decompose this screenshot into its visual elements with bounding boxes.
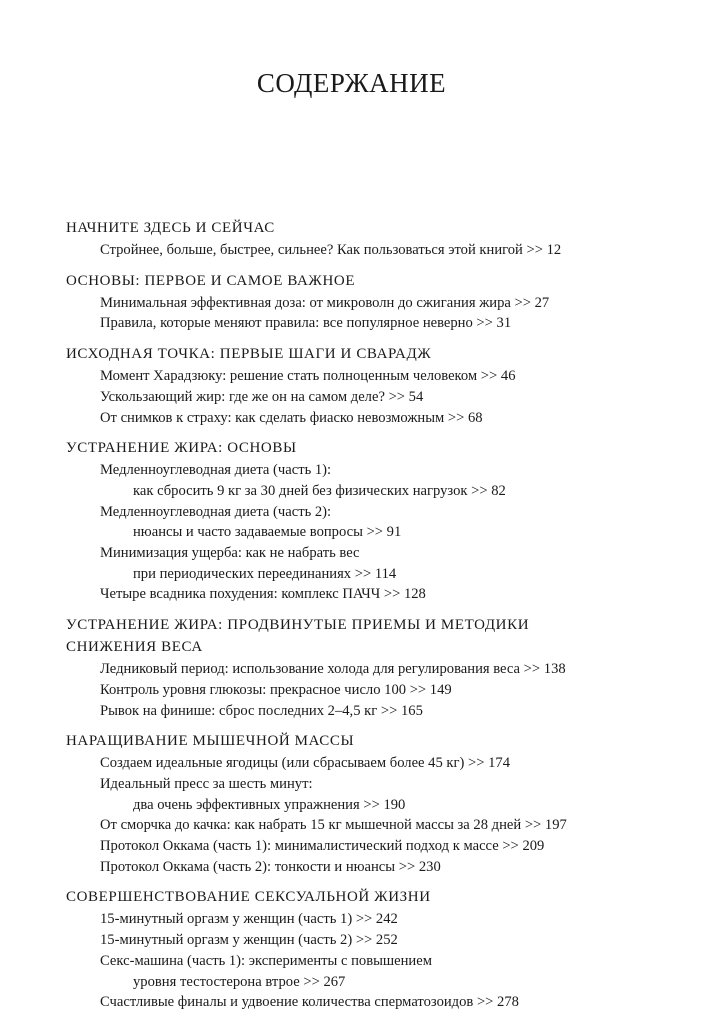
toc-entry: Медленноуглеводная диета (часть 2): (100, 503, 332, 520)
toc-entry: Ледниковый период: использование холода для регулирования веса >> 138 (100, 661, 566, 678)
toc-entry: Контроль уровня глюкозы: прекрасное число 100 >> 149 (100, 681, 452, 698)
toc-entry: Четыре всадника похудения: комплекс ПАЧЧ >> 128 (100, 586, 426, 603)
toc-entry: Правила, которые меняют правила: все популярное неверно >> 31 (100, 315, 512, 332)
toc-entry: Протокол Оккама (часть 2): тонкости и нюансы >> 230 (100, 858, 441, 875)
toc-section-starting-point (66, 344, 666, 428)
toc-entry: Создаем идеальные ягодицы (или сбрасываем более 45 кг) >> 174 (100, 755, 511, 772)
section-title: НАРАЩИВАНИЕ МЫШЕЧНОЙ МАССЫ (66, 733, 355, 750)
section-title: УСТРАНЕНИЕ ЖИРА: ОСНОВЫ (66, 440, 297, 457)
toc-section-fat-loss-basics (66, 438, 666, 605)
toc-entry-continuation: нюансы и часто задаваемые вопросы >> 91 (133, 524, 402, 541)
toc-section-fat-loss-advanced (66, 615, 666, 721)
toc-entry: Рывок на финише: сброс последних 2–4,5 кг >> 165 (100, 702, 423, 719)
toc-entry: Медленноуглеводная диета (часть 1): (100, 462, 332, 479)
toc-entry: Стройнее, больше, быстрее, сильнее? Как пользоваться этой книгой >> 12 (100, 242, 562, 258)
section-title: ИСХОДНАЯ ТОЧКА: ПЕРВЫЕ ШАГИ И СВАРАДЖ (66, 346, 432, 363)
toc-entry: Ускользающий жир: где же он на самом деле? >> 54 (100, 388, 424, 405)
toc-entry: Минимизация ущерба: как не набрать вес (100, 545, 360, 562)
toc-entry: Момент Харадзюку: решение стать полноценным человеком >> 46 (100, 368, 516, 385)
toc-entry-continuation: два очень эффективных упражнения >> 190 (133, 796, 406, 813)
toc-entry: Минимальная эффективная доза: от микроволн до сжигания жира >> 27 (100, 294, 550, 311)
section-title: УСТРАНЕНИЕ ЖИРА: ПРОДВИНУТЫЕ ПРИЕМЫ И МЕТОДИКИ (66, 617, 530, 634)
toc-entry: Секс-машина (часть 1): эксперименты с повышением (100, 952, 432, 969)
toc-entry: Идеальный пресс за шесть минут: (100, 775, 313, 792)
toc-section-muscle (66, 731, 666, 877)
section-title: НАЧНИТЕ ЗДЕСЬ И СЕЙЧАС (66, 220, 275, 236)
toc-entry-continuation: при периодических переединаниях >> 114 (133, 565, 397, 582)
toc-entry: 15-минутный оргазм у женщин (часть 2) >> 252 (100, 932, 398, 949)
toc-entry: Протокол Оккама (часть 1): минималистический подход к массе >> 209 (100, 838, 545, 855)
page-title: СОДЕРЖАНИЕ (256, 68, 447, 98)
toc-entry-continuation: как сбросить 9 кг за 30 дней без физических нагрузок >> 82 (133, 482, 506, 499)
toc-entry: Счастливые финалы и удвоение количества сперматозоидов >> 278 (100, 994, 519, 1011)
table-of-contents (66, 218, 666, 1023)
section-title-line2: СНИЖЕНИЯ ВЕСА (66, 639, 203, 656)
toc-section-sex-life (66, 887, 666, 1013)
toc-section-start-here (66, 218, 666, 261)
section-title: СОВЕРШЕНСТВОВАНИЕ СЕКСУАЛЬНОЙ ЖИЗНИ (66, 889, 431, 906)
toc-entry: От снимков к страху: как сделать фиаско невозможным >> 68 (100, 409, 483, 426)
section-title: ОСНОВЫ: ПЕРВОЕ И САМОЕ ВАЖНОЕ (66, 272, 356, 289)
toc-entry: 15-минутный оргазм у женщин (часть 1) >> 242 (100, 911, 398, 928)
toc-entry: От сморчка до качка: как набрать 15 кг мышечной массы за 28 дней >> 197 (100, 817, 567, 834)
toc-entry-continuation: уровня тестостерона втрое >> 267 (133, 973, 346, 990)
toc-section-basics (66, 271, 666, 334)
